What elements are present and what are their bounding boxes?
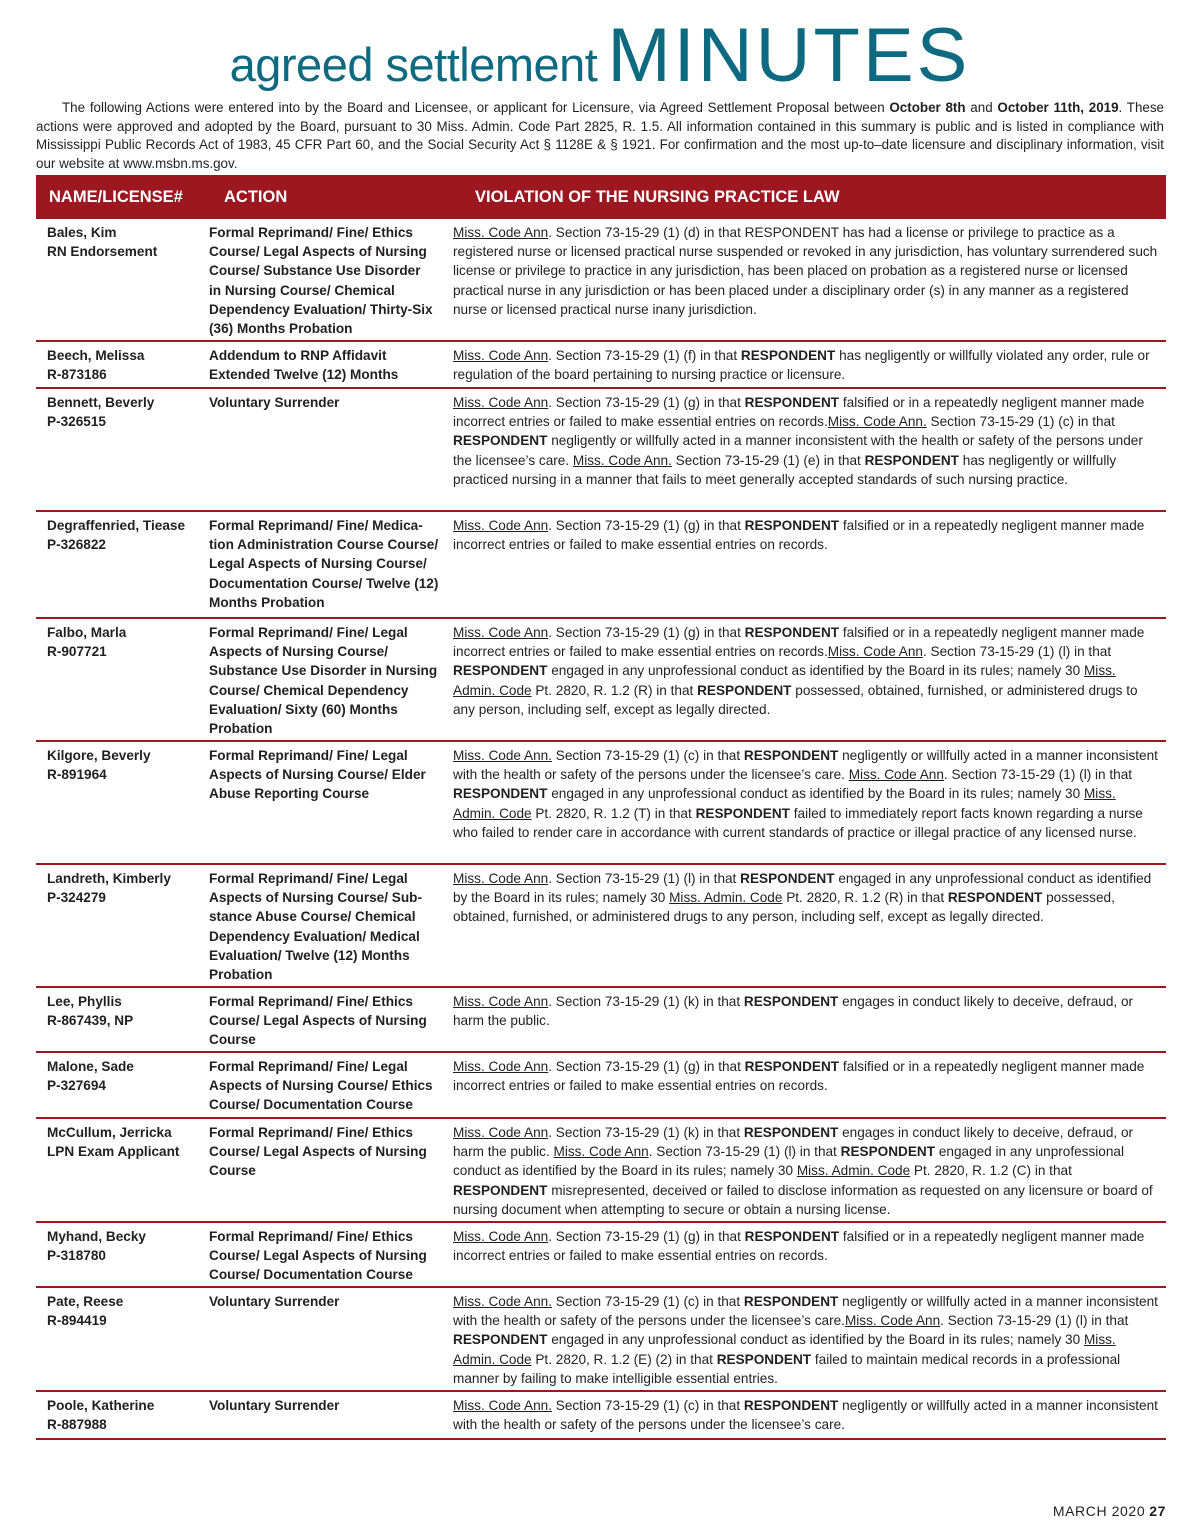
action-line: Formal Reprimand/ Fine/ Ethics: [209, 994, 413, 1009]
license-number: R-891964: [47, 767, 107, 783]
table-row: [36, 389, 1166, 512]
action-line: Formal Reprimand/ Fine/ Legal: [209, 625, 408, 640]
action-line: (36) Months Probation: [209, 321, 353, 337]
action-cell: [209, 1123, 443, 1181]
licensee-name: Myhand, Becky: [47, 1229, 146, 1244]
action-cell: [209, 992, 443, 1050]
action-cell: [209, 1227, 443, 1285]
license-number: R-867439, NP: [47, 1013, 134, 1029]
action-line: Course/ Legal Aspects of Nursing: [209, 1248, 427, 1264]
license-number: LPN Exam Applicant: [47, 1144, 180, 1160]
table-row: [36, 342, 1166, 389]
license-number: RN Endorsement: [47, 244, 158, 260]
licensee-name: Poole, Katherine: [47, 1398, 155, 1413]
action-line: stance Abuse Course/ Chemical: [209, 909, 416, 925]
licensee-name: Lee, Phyllis: [47, 994, 122, 1009]
licensee-name: Bennett, Beverly: [47, 395, 155, 410]
licensee-name: Landreth, Kimberly: [47, 871, 171, 886]
violation-text: Miss. Code Ann. Section 73-15-29 (1) (g) in that RESPONDENT falsified or in a repeatedly negligent manner made incorrect entries or failed to make essential entries on records.: [453, 1059, 1145, 1094]
intro-text-2: and: [965, 100, 998, 115]
violation-text: Miss. Code Ann. Section 73-15-29 (1) (g) in that RESPONDENT falsified or in a repeatedly negligent manner made incorrect entries or failed to make essential entries on records.Miss. Code Ann. Section 73-15-29 (1) (c) in that RESPONDENT negligently or willfully acted in a manner inconsistent with the health or safety of the persons under the licensee’s care. Miss. Code Ann. Section 73-15-29 (1) (e) in that RESPONDENT has negligently or willfully practiced nursing in a manner that fails to meet generally accepted standards of such nursing practice.: [453, 395, 1145, 487]
licensee-name: McCullum, Jerricka: [47, 1125, 172, 1140]
action-line: Extended Twelve (12) Months: [209, 367, 399, 383]
action-cell: [209, 1396, 443, 1415]
action-line: Course/ Chemical Dependency: [209, 682, 409, 698]
action-cell: [209, 746, 443, 804]
action-line: Documentation Course/ Twelve (12): [209, 575, 439, 591]
violation-text: Miss. Code Ann. Section 73-15-29 (1) (g) in that RESPONDENT falsified or in a repeatedly negligent manner made incorrect entries or failed to make essential entries on records.: [453, 518, 1145, 553]
action-line: Aspects of Nursing Course/ Ethics: [209, 1078, 433, 1094]
footer-month: MARCH 2020: [1052, 1503, 1146, 1519]
action-line: Evaluation/ Sixty (60) Months: [209, 701, 398, 717]
table-row: [36, 1223, 1166, 1288]
intro-paragraph: [36, 99, 1164, 174]
licensee-cell: [47, 516, 205, 554]
action-cell: [209, 346, 443, 384]
minutes-table: [36, 219, 1166, 1440]
action-line: Formal Reprimand/ Fine/ Legal: [209, 748, 408, 763]
licensee-cell: [47, 1292, 205, 1330]
violation-text: Miss. Code Ann. Section 73-15-29 (1) (g) in that RESPONDENT falsified or in a repeatedly negligent manner made incorrect entries or failed to make essential entries on records.Miss. Code Ann. Section 73-15-29 (1) (l) in that RESPONDENT engaged in any unprofessional conduct as identified by the Board in its rules; namely 30 Miss. Admin. Code Pt. 2820, R. 1.2 (R) in that RESPONDENT possessed, obtained, furnished, or administered drugs to any person, including self, except as legally directed.: [453, 625, 1145, 717]
licensee-cell: [47, 1123, 205, 1161]
action-cell: [209, 223, 443, 338]
licensee-cell: [47, 746, 205, 784]
licensee-cell: [47, 1396, 205, 1434]
licensee-name: Pate, Reese: [47, 1294, 124, 1309]
violation-text: Miss. Code Ann. Section 73-15-29 (1) (g) in that RESPONDENT falsified or in a repeatedly negligent manner made incorrect entries or failed to make essential entries on records.: [453, 1229, 1145, 1264]
licensee-cell: [47, 1057, 205, 1095]
license-number: R-894419: [47, 1313, 107, 1329]
action-line: Course/ Substance Use Disorder: [209, 263, 421, 279]
title-bold: MINUTES: [607, 13, 971, 98]
action-line: Course/ Legal Aspects of Nursing: [209, 244, 427, 260]
license-number: P-324279: [47, 890, 106, 906]
licensee-name: Malone, Sade: [47, 1059, 134, 1074]
table-row: [36, 1119, 1166, 1223]
action-line: Formal Reprimand/ Fine/ Medica-: [209, 518, 423, 533]
action-line: Course: [209, 1032, 256, 1048]
header-name: NAME/LICENSE#: [49, 188, 183, 206]
intro-text-3: . These actions were approved and adopted by the Board, pursuant to 30 Miss. Admin. Code Part 2825, R. 1.5. All information contained in this summary is public and is listed in compliance with Mississippi Public Records Act of 1983, 45 CFR Part 60, and the Social Security Act § 1128E & § 1921. For confirmation and the most up-to–date licensure and disciplinary information, visit our website at www.msbn.ms.gov.: [36, 100, 1164, 172]
action-line: Formal Reprimand/ Fine/ Ethics: [209, 1125, 413, 1140]
licensee-name: Degraffenried, Tiease: [47, 518, 186, 533]
violation-text: Miss. Code Ann. Section 73-15-29 (1) (f) in that RESPONDENT has negligently or willfully violated any order, rule or regulation of the board pertaining to nursing practice or licensure.: [453, 348, 1150, 383]
table-header: [36, 175, 1166, 219]
table-row: [36, 1288, 1166, 1392]
licensee-cell: [47, 1227, 205, 1265]
table-row: [36, 1392, 1166, 1440]
action-line: Formal Reprimand/ Fine/ Ethics: [209, 1229, 413, 1244]
action-line: Course/ Legal Aspects of Nursing: [209, 1013, 427, 1029]
license-number: P-326822: [47, 537, 106, 553]
violation-text: Miss. Code Ann. Section 73-15-29 (1) (k) in that RESPONDENT engages in conduct likely to deceive, defraud, or harm the public. Miss. Code Ann. Section 73-15-29 (1) (l) in that RESPONDENT engaged in any unprofessional conduct as identified by the Board in its rules; namely 30 Miss. Admin. Code Pt. 2820, R. 1.2 (C) in that RESPONDENT misrepresented, deceived or failed to disclose information as requested on any licensure or board of nursing document when attempting to secure or obtain a nursing license.: [453, 1125, 1153, 1217]
action-line: Aspects of Nursing Course/ Elder: [209, 767, 426, 783]
action-line: Voluntary Surrender: [209, 395, 340, 410]
action-line: Aspects of Nursing Course/ Sub-: [209, 890, 422, 906]
license-number: R-873186: [47, 367, 107, 383]
action-line: Course: [209, 1163, 256, 1179]
action-line: Voluntary Surrender: [209, 1294, 340, 1309]
violation-text: Miss. Code Ann. Section 73-15-29 (1) (d) in that RESPONDENT has had a license or privilege to practice as a registered nurse or licensed practical nurse suspended or revoked in any jurisdiction, has voluntary surrendered such license or privilege to practice in any jurisdiction, has been placed on probation as a registered nurse or licensed practical nurse in any jurisdiction or has been placed under a disciplinary order (s) in any manner as a registered nurse or licensed practical nurse inany jurisdiction.: [453, 225, 1158, 317]
action-line: Dependency Evaluation/ Thirty-Six: [209, 301, 433, 317]
action-line: Probation: [209, 721, 273, 737]
violation-text: Miss. Code Ann. Section 73-15-29 (1) (c) in that RESPONDENT negligently or willfully acted in a manner inconsistent with the health or safety of the persons under the licensee’s care.Miss. Code Ann. Section 73-15-29 (1) (l) in that RESPONDENT engaged in any unprofessional conduct as identified by the Board in its rules; namely 30 Miss. Admin. Code Pt. 2820, R. 1.2 (E) (2) in that RESPONDENT failed to maintain medical records in a professional manner by failing to make intelligible essential entries.: [453, 1294, 1158, 1386]
action-cell: [209, 393, 443, 412]
action-line: Abuse Reporting Course: [209, 786, 370, 802]
table-row: [36, 619, 1166, 742]
action-line: Course/ Documentation Course: [209, 1097, 413, 1113]
action-line: Probation: [209, 967, 273, 983]
action-line: Substance Use Disorder in Nursing: [209, 663, 438, 679]
action-line: Addendum to RNP Affidavit: [209, 348, 387, 363]
action-line: Evaluation/ Twelve (12) Months: [209, 947, 410, 963]
violation-text: Miss. Code Ann. Section 73-15-29 (1) (c) in that RESPONDENT negligently or willfully acted in a manner inconsistent with the health or safety of the persons under the licensee’s care.: [453, 1398, 1158, 1433]
table-row: [36, 865, 1166, 988]
table-row: [36, 742, 1166, 865]
action-line: Formal Reprimand/ Fine/ Legal: [209, 1059, 408, 1074]
violation-text: Miss. Code Ann. Section 73-15-29 (1) (c) in that RESPONDENT negligently or willfully acted in a manner inconsistent with the health or safety of the persons under the licensee’s care. Miss. Code Ann. Section 73-15-29 (1) (l) in that RESPONDENT engaged in any unprofessional conduct as identified by the Board in its rules; namely 30 Miss. Admin. Code Pt. 2820, R. 1.2 (T) in that RESPONDENT failed to immediately report facts known regarding a nurse who failed to render care in accordance with current standards of practice or illegal practice of any licensed nurse.: [453, 748, 1158, 840]
action-line: Formal Reprimand/ Fine/ Legal: [209, 871, 408, 886]
table-row: [36, 988, 1166, 1053]
action-line: Formal Reprimand/ Fine/ Ethics: [209, 225, 413, 240]
action-line: Aspects of Nursing Course/: [209, 644, 389, 660]
license-number: R-907721: [47, 644, 107, 660]
licensee-cell: [47, 393, 205, 431]
header-action: ACTION: [224, 188, 288, 206]
intro-date-start: October 8th: [889, 100, 966, 115]
intro-date-end: October 11th, 2019: [997, 100, 1119, 115]
action-cell: [209, 869, 443, 984]
action-line: Course/ Documentation Course: [209, 1267, 413, 1283]
violation-text: Miss. Code Ann. Section 73-15-29 (1) (k) in that RESPONDENT engages in conduct likely to deceive, defraud, or harm the public.: [453, 994, 1134, 1029]
action-line: Legal Aspects of Nursing Course/: [209, 556, 427, 572]
action-line: Voluntary Surrender: [209, 1398, 340, 1413]
licensee-cell: [47, 992, 205, 1030]
table-row: [36, 1053, 1166, 1119]
action-cell: [209, 516, 443, 612]
license-number: P-318780: [47, 1248, 106, 1264]
page-number: 27: [1149, 1503, 1166, 1519]
action-line: Course/ Legal Aspects of Nursing: [209, 1144, 427, 1160]
action-cell: [209, 1057, 443, 1115]
action-line: Dependency Evaluation/ Medical: [209, 928, 420, 944]
licensee-name: Kilgore, Beverly: [47, 748, 151, 763]
licensee-cell: [47, 623, 205, 661]
title-light: agreed settlement: [229, 38, 598, 91]
license-number: P-326515: [47, 414, 106, 430]
licensee-cell: [47, 223, 205, 261]
table-row: [36, 512, 1166, 619]
licensee-name: Falbo, Marla: [47, 625, 127, 640]
page-footer: [1000, 1503, 1166, 1519]
action-line: Months Probation: [209, 594, 325, 610]
action-cell: [209, 1292, 443, 1311]
action-cell: [209, 623, 443, 738]
intro-text-1: The following Actions were entered into by the Board and Licensee, or applicant for Licensure, via Agreed Settlement Proposal between: [62, 100, 890, 115]
page-title: [0, 13, 1200, 98]
violation-text: Miss. Code Ann. Section 73-15-29 (1) (l) in that RESPONDENT engaged in any unprofessional conduct as identified by the Board in its rules; namely 30 Miss. Admin. Code Pt. 2820, R. 1.2 (R) in that RESPONDENT possessed, obtained, furnished, or administered drugs to any person, including self, except as legally directed.: [453, 871, 1152, 925]
header-violation: VIOLATION OF THE NURSING PRACTICE LAW: [475, 188, 840, 206]
licensee-cell: [47, 869, 205, 907]
licensee-name: Bales, Kim: [47, 225, 117, 240]
licensee-cell: [47, 346, 205, 384]
action-line: tion Administration Course Course/: [209, 537, 439, 553]
licensee-name: Beech, Melissa: [47, 348, 145, 363]
table-row: [36, 219, 1166, 342]
action-line: in Nursing Course/ Chemical: [209, 282, 395, 298]
license-number: P-327694: [47, 1078, 106, 1094]
license-number: R-887988: [47, 1417, 107, 1433]
